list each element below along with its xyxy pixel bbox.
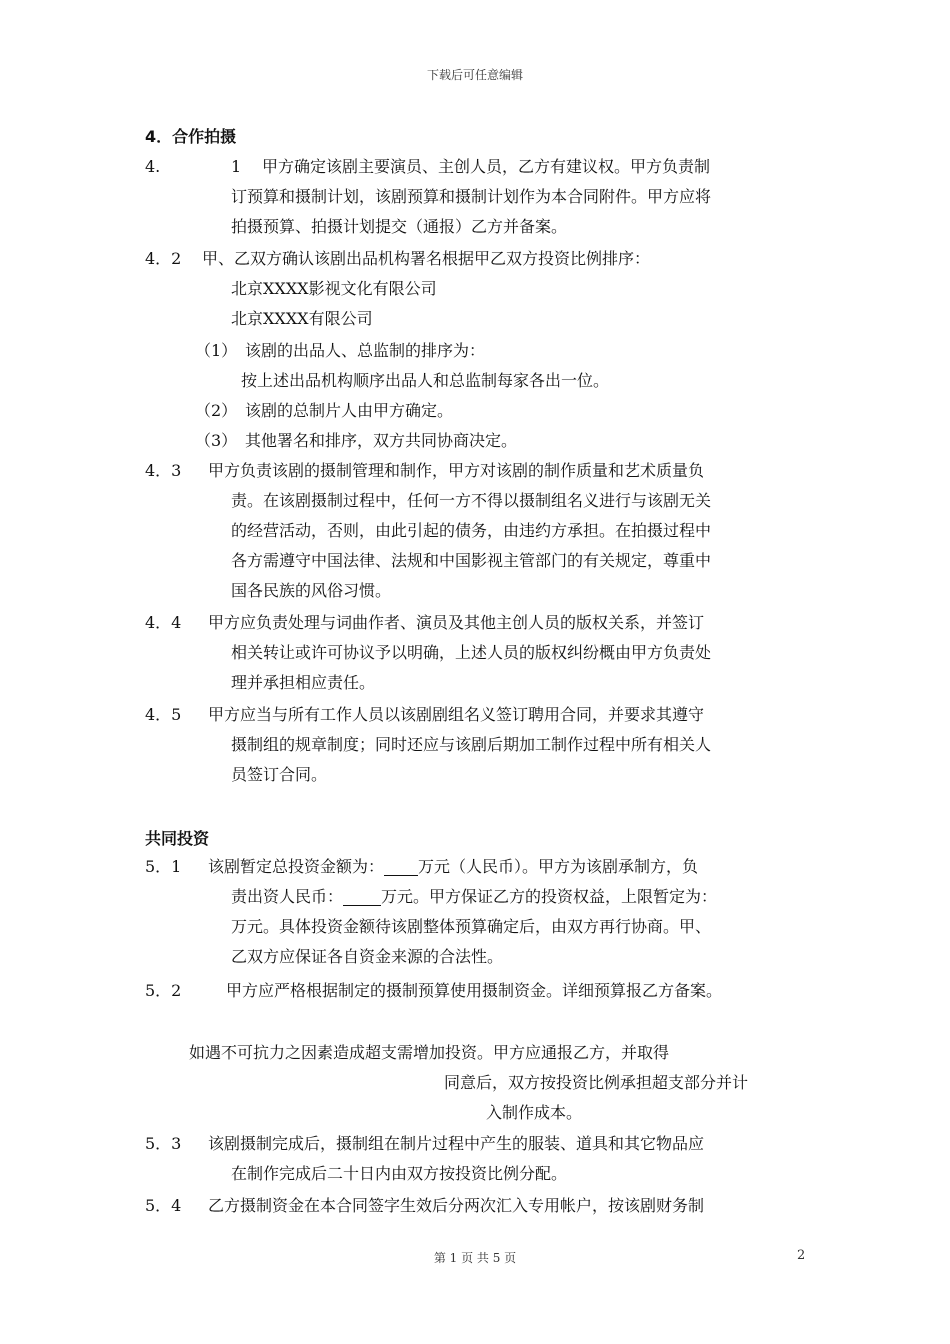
clause-4-3-line: 各方需遵守中国法律、法规和中国影视主管部门的有关规定，尊重中 xyxy=(231,551,712,570)
clause-4-1-line: 拍摄预算、拍摄计划提交（通报）乙方并备案。 xyxy=(231,217,568,236)
page-header: 下载后可任意编辑 xyxy=(426,68,523,82)
clause-5-1-line xyxy=(231,882,717,912)
list-item-label: （2） xyxy=(195,401,238,420)
company-name-1: 北京XXXX影视文化有限公司 xyxy=(231,279,437,298)
clause-4-4-number: 4．4 xyxy=(145,613,182,632)
clause-4-5-line: 摄制组的规章制度；同时还应与该剧后期加工制作过程中所有相关人 xyxy=(231,735,712,754)
amount-blank xyxy=(384,857,418,876)
clause-4-2-number: 4．2 xyxy=(145,249,182,268)
clause-4-1-line: 甲方确定该剧主要演员、主创人员，乙方有建议权。甲方负责制 xyxy=(262,157,711,176)
clause-4-4-line: 相关转让或许可协议予以明确，上述人员的版权纠纷概由甲方负责处 xyxy=(231,643,712,662)
section-5-title: 共同投资 xyxy=(145,829,210,848)
list-item-text: 该剧的总制片人由甲方确定。 xyxy=(245,401,454,420)
clause-4-1-number: 4. xyxy=(145,157,161,176)
clause-5-3-number: 5．3 xyxy=(145,1134,182,1153)
clause-4-1-line: 订预算和摄制计划，该剧预算和摄制计划作为本合同附件。甲方应将 xyxy=(231,187,712,206)
clause-4-2-text: 甲、乙双方确认该剧出品机构署名根据甲乙双方投资比例排序： xyxy=(202,249,651,268)
clause-5-2-paragraph: 同意后，双方按投资比例承担超支部分并计 xyxy=(444,1073,749,1092)
clause-5-1-line xyxy=(208,852,698,882)
clause-5-1-line: 万元。具体投资金额待该剧整体预算确定后，由双方再行协商。甲、 xyxy=(231,917,712,936)
clause-4-3-line: 的经营活动，否则，由此引起的债务，由违约方承担。在拍摄过程中 xyxy=(231,521,712,540)
list-item-text: 其他署名和排序，双方共同协商决定。 xyxy=(245,431,518,450)
clause-4-3-line: 国各民族的风俗习惯。 xyxy=(231,581,392,600)
list-item-text: 该剧的出品人、总监制的排序为： xyxy=(245,341,486,360)
list-item-label: （1） xyxy=(195,341,238,360)
page-footer: 第 1 页 共 5 页 xyxy=(433,1251,517,1265)
clause-5-1-number: 5．1 xyxy=(145,857,182,876)
clause-4-4-line: 甲方应负责处理与词曲作者、演员及其他主创人员的版权关系，并签订 xyxy=(208,613,705,632)
clause-4-5-line: 甲方应当与所有工作人员以该剧剧组名义签订聘用合同，并要求其遵守 xyxy=(208,705,705,724)
section-4-title: 4．合作拍摄 xyxy=(145,127,237,146)
clause-5-1-text: 该剧暂定总投资金额为： xyxy=(208,857,385,876)
company-name-2: 北京XXXX有限公司 xyxy=(231,309,373,328)
clause-4-3-line: 责。在该剧摄制过程中，任何一方不得以摄制组名义进行与该剧无关 xyxy=(231,491,712,510)
clause-5-1-text: 责出资人民币： xyxy=(231,887,344,906)
clause-4-5-line: 员签订合同。 xyxy=(231,765,328,784)
clause-4-5-number: 4．5 xyxy=(145,705,182,724)
clause-5-4-line: 乙方摄制资金在本合同签字生效后分两次汇入专用帐户，按该剧财务制 xyxy=(208,1196,705,1215)
clause-4-1-subnumber: 1 xyxy=(231,157,242,176)
clause-5-3-line: 在制作完成后二十日内由双方按投资比例分配。 xyxy=(231,1164,568,1183)
list-item-label: （3） xyxy=(195,431,238,450)
clause-5-1-text: 万元（人民币）。甲方为该剧承制方，负 xyxy=(418,857,699,876)
clause-5-3-line: 该剧摄制完成后，摄制组在制片过程中产生的服装、道具和其它物品应 xyxy=(208,1134,705,1153)
clause-5-2-paragraph: 如遇不可抗力之因素造成超支需增加投资。甲方应通报乙方，并取得 xyxy=(189,1043,670,1062)
clause-4-4-line: 理并承担相应责任。 xyxy=(231,673,376,692)
clause-5-1-text: 万元。甲方保证乙方的投资权益，上限暂定为： xyxy=(381,887,718,906)
clause-5-4-number: 5．4 xyxy=(145,1196,182,1215)
clause-4-3-number: 4．3 xyxy=(145,461,182,480)
amount-blank xyxy=(343,887,381,906)
list-item-text: 按上述出品机构顺序出品人和总监制每家各出一位。 xyxy=(241,371,610,390)
page-number: 2 xyxy=(797,1248,806,1263)
clause-5-2-text: 甲方应严格根据制定的摄制预算使用摄制资金。详细预算报乙方备案。 xyxy=(226,981,723,1000)
clause-5-2-number: 5．2 xyxy=(145,981,182,1000)
clause-5-1-line: 乙双方应保证各自资金来源的合法性。 xyxy=(231,947,504,966)
clause-4-3-line: 甲方负责该剧的摄制管理和制作，甲方对该剧的制作质量和艺术质量负 xyxy=(208,461,705,480)
clause-5-2-paragraph: 入制作成本。 xyxy=(486,1103,583,1122)
